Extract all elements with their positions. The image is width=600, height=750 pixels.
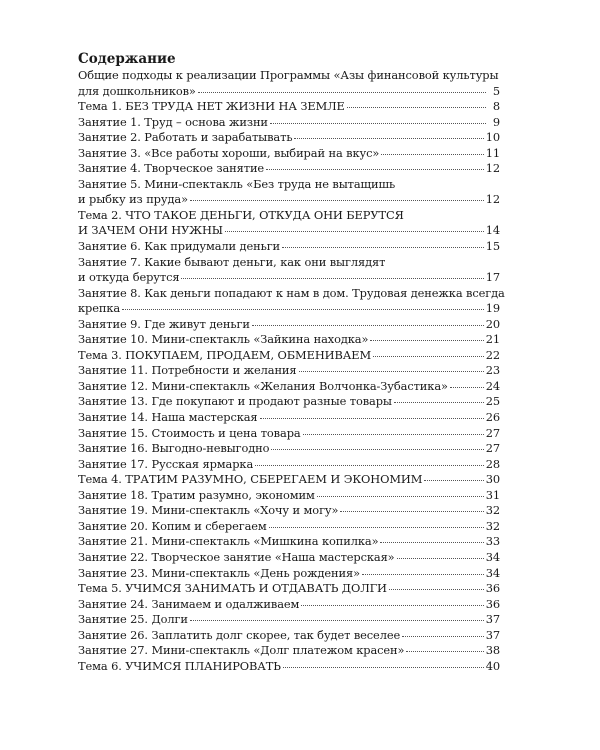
toc-entry-text: Занятие 19. Мини-спектакль «Хочу и могу» bbox=[78, 503, 339, 518]
dot-leader bbox=[450, 387, 484, 388]
toc-entry[interactable] bbox=[78, 550, 500, 566]
dot-leader bbox=[269, 527, 484, 528]
page-number: 25 bbox=[485, 394, 500, 409]
toc-entry[interactable] bbox=[78, 285, 505, 317]
toc-entry-text: Занятие 13. Где покупают и продают разные товары bbox=[78, 394, 392, 409]
page-number: 24 bbox=[485, 378, 500, 393]
page-number: 8 bbox=[492, 99, 500, 114]
toc-entry[interactable] bbox=[78, 332, 500, 348]
toc-entry[interactable] bbox=[78, 317, 500, 333]
toc-entry[interactable] bbox=[78, 161, 500, 177]
toc-entry-text: и откуда берутся bbox=[78, 270, 180, 285]
toc-entry[interactable] bbox=[78, 379, 500, 395]
toc-entry-text: Занятие 8. Как деньги попадают к нам в дом. Трудовая денежка всегда bbox=[78, 285, 505, 300]
page-number: 26 bbox=[485, 410, 500, 425]
page-number: 38 bbox=[485, 643, 500, 658]
page-number: 27 bbox=[485, 425, 500, 440]
page-number: 37 bbox=[485, 627, 500, 642]
page-number: 20 bbox=[485, 316, 500, 331]
dot-leader bbox=[181, 278, 483, 279]
page-number: 36 bbox=[485, 581, 500, 596]
toc-entry-text: Занятие 14. Наша мастерская bbox=[78, 410, 258, 425]
toc-entry[interactable] bbox=[78, 534, 500, 550]
dot-leader bbox=[370, 340, 483, 341]
dot-leader bbox=[255, 465, 484, 466]
toc-entry[interactable] bbox=[78, 643, 500, 659]
page-number: 28 bbox=[485, 456, 500, 471]
toc-entry[interactable] bbox=[78, 99, 500, 115]
dot-leader bbox=[380, 542, 483, 543]
toc-entry[interactable] bbox=[78, 68, 500, 99]
dot-leader bbox=[347, 107, 486, 108]
toc-entry-text: Занятие 10. Мини-спектакль «Зайкина находка» bbox=[78, 332, 369, 347]
toc-entry-text: Занятие 18. Тратим разумно, экономим bbox=[78, 487, 315, 502]
toc-entry[interactable] bbox=[78, 597, 500, 613]
toc-entry-text: Занятие 9. Где живут деньги bbox=[78, 316, 250, 331]
toc-entry[interactable] bbox=[78, 239, 500, 255]
toc-entry-text: Тема 3. ПОКУПАЕМ, ПРОДАЕМ, ОБМЕНИВАЕМ bbox=[78, 347, 372, 362]
toc-entry[interactable] bbox=[78, 115, 500, 131]
toc-entry-text: для дошкольников» bbox=[78, 83, 196, 98]
dot-leader bbox=[271, 449, 483, 450]
page-number: 12 bbox=[485, 192, 500, 207]
toc-entry[interactable] bbox=[78, 410, 500, 426]
toc-entry-text: и рыбку из пруда» bbox=[78, 192, 188, 207]
page-number: 31 bbox=[485, 487, 500, 502]
page-number: 37 bbox=[485, 612, 500, 627]
page-number: 5 bbox=[492, 83, 500, 98]
dot-leader bbox=[362, 574, 484, 575]
page-number: 14 bbox=[485, 223, 500, 238]
dot-leader bbox=[270, 123, 486, 124]
toc-entry-text: Занятие 5. Мини-спектакль «Без труда не вытащишь bbox=[78, 176, 396, 191]
toc-entry-text: Занятие 25. Долги bbox=[78, 612, 188, 627]
page-number: 12 bbox=[485, 161, 500, 176]
dot-leader bbox=[340, 511, 483, 512]
toc-entry[interactable] bbox=[78, 488, 500, 504]
page-number: 15 bbox=[485, 239, 500, 254]
dot-leader bbox=[301, 605, 483, 606]
toc-entry-text: Занятие 1. Труд – основа жизни bbox=[78, 114, 268, 129]
toc-entry-text: Занятие 7. Какие бывают деньги, как они выглядят bbox=[78, 254, 386, 269]
dot-leader bbox=[294, 138, 483, 139]
dot-leader bbox=[282, 247, 484, 248]
toc-entry-text: Занятие 11. Потребности и желания bbox=[78, 363, 297, 378]
toc-entry[interactable] bbox=[78, 659, 500, 675]
page-number: 33 bbox=[485, 534, 500, 549]
dot-leader bbox=[122, 309, 484, 310]
dot-leader bbox=[283, 667, 484, 668]
page-number: 9 bbox=[492, 114, 500, 129]
page-number: 34 bbox=[485, 565, 500, 580]
toc-entry-text: Занятие 12. Мини-спектакль «Желания Волчонка-Зубастика» bbox=[78, 378, 448, 393]
dot-leader bbox=[260, 418, 484, 419]
toc-entry[interactable] bbox=[78, 130, 500, 146]
toc-entry[interactable] bbox=[78, 503, 500, 519]
toc-entry-text: Занятие 3. «Все работы хороши, выбирай на вкус» bbox=[78, 145, 380, 160]
dot-leader bbox=[198, 92, 486, 93]
toc-title: Содержание bbox=[78, 51, 176, 67]
page-number: 10 bbox=[485, 130, 500, 145]
page-number: 11 bbox=[485, 145, 500, 160]
toc-entry[interactable] bbox=[78, 348, 500, 364]
page-number: 34 bbox=[485, 549, 500, 564]
toc-entry-text: Занятие 6. Как придумали деньги bbox=[78, 239, 281, 254]
dot-leader bbox=[190, 200, 484, 201]
page-number: 32 bbox=[485, 503, 500, 518]
dot-leader bbox=[299, 371, 484, 372]
toc-entry[interactable] bbox=[78, 208, 500, 239]
dot-leader bbox=[406, 651, 483, 652]
toc-entry-text: Тема 2. ЧТО ТАКОЕ ДЕНЬГИ, ОТКУДА ОНИ БЕРУТСЯ bbox=[78, 207, 404, 222]
toc-entry[interactable] bbox=[78, 394, 500, 410]
toc-entry-text: Занятие 15. Стоимость и цена товара bbox=[78, 425, 301, 440]
toc-entry-text: Занятие 21. Мини-спектакль «Мишкина копилка» bbox=[78, 534, 379, 549]
page-number: 21 bbox=[485, 332, 500, 347]
page-number: 23 bbox=[485, 363, 500, 378]
toc-entry[interactable] bbox=[78, 628, 500, 644]
page-number: 27 bbox=[485, 441, 500, 456]
dot-leader bbox=[225, 231, 484, 232]
page-number: 36 bbox=[485, 596, 500, 611]
toc-entry[interactable] bbox=[78, 426, 500, 442]
toc-entry[interactable] bbox=[78, 581, 500, 597]
dot-leader bbox=[402, 636, 484, 637]
toc-entry-text: Занятие 26. Заплатить долг скорее, так будет веселее bbox=[78, 627, 401, 642]
toc-entry-text: Занятие 4. Творческое занятие bbox=[78, 161, 265, 176]
toc-entry-text: Общие подходы к реализации Программы «Азы финансовой культуры bbox=[78, 68, 499, 82]
toc-entry[interactable] bbox=[78, 519, 500, 535]
dot-leader bbox=[317, 496, 484, 497]
page-number: 19 bbox=[485, 301, 500, 316]
dot-leader bbox=[381, 154, 483, 155]
toc-entry-text: Занятие 17. Русская ярмарка bbox=[78, 456, 254, 471]
dot-leader bbox=[394, 402, 484, 403]
table-of-contents bbox=[78, 68, 505, 674]
toc-entry-text: Занятие 27. Мини-спектакль «Долг платежом красен» bbox=[78, 643, 405, 658]
dot-leader bbox=[389, 589, 484, 590]
page-number: 22 bbox=[485, 347, 500, 362]
toc-entry-text: Тема 5. УЧИМСЯ ЗАНИМАТЬ И ОТДАВАТЬ ДОЛГИ bbox=[78, 581, 387, 596]
toc-entry-text: Занятие 22. Творческое занятие «Наша мастерская» bbox=[78, 549, 395, 564]
page-number: 30 bbox=[485, 472, 500, 487]
toc-entry-text: крепка bbox=[78, 301, 121, 316]
page-number: 17 bbox=[485, 270, 500, 285]
toc-entry-text: Занятие 2. Работать и зарабатывать bbox=[78, 130, 293, 145]
toc-entry[interactable] bbox=[78, 472, 500, 488]
toc-entry-text: Занятие 23. Мини-спектакль «День рождения» bbox=[78, 565, 360, 580]
toc-entry-text: Занятие 20. Копим и сберегаем bbox=[78, 518, 267, 533]
toc-entry[interactable] bbox=[78, 566, 500, 582]
toc-entry-text: И ЗАЧЕМ ОНИ НУЖНЫ bbox=[78, 223, 223, 238]
dot-leader bbox=[190, 620, 484, 621]
toc-entry[interactable] bbox=[78, 255, 500, 286]
toc-entry[interactable] bbox=[78, 612, 500, 628]
dot-leader bbox=[424, 480, 483, 481]
toc-entry[interactable] bbox=[78, 177, 500, 208]
toc-entry-text: Занятие 16. Выгодно-невыгодно bbox=[78, 441, 270, 456]
page-number: 40 bbox=[485, 658, 500, 673]
dot-leader bbox=[252, 325, 484, 326]
toc-entry-text: Занятие 24. Занимаем и одалживаем bbox=[78, 596, 300, 611]
toc-entry[interactable] bbox=[78, 146, 500, 162]
toc-entry[interactable] bbox=[78, 457, 500, 473]
dot-leader bbox=[266, 169, 484, 170]
dot-leader bbox=[303, 434, 484, 435]
toc-entry-text: Тема 1. БЕЗ ТРУДА НЕТ ЖИЗНИ НА ЗЕМЛЕ bbox=[78, 99, 345, 114]
dot-leader bbox=[373, 356, 484, 357]
toc-entry-text: Тема 4. ТРАТИМ РАЗУМНО, СБЕРЕГАЕМ И ЭКОНОМИМ bbox=[78, 472, 423, 487]
dot-leader bbox=[397, 558, 484, 559]
toc-entry[interactable] bbox=[78, 363, 500, 379]
toc-entry-text: Тема 6. УЧИМСЯ ПЛАНИРОВАТЬ bbox=[78, 658, 281, 673]
page-number: 32 bbox=[485, 518, 500, 533]
toc-entry[interactable] bbox=[78, 441, 500, 457]
